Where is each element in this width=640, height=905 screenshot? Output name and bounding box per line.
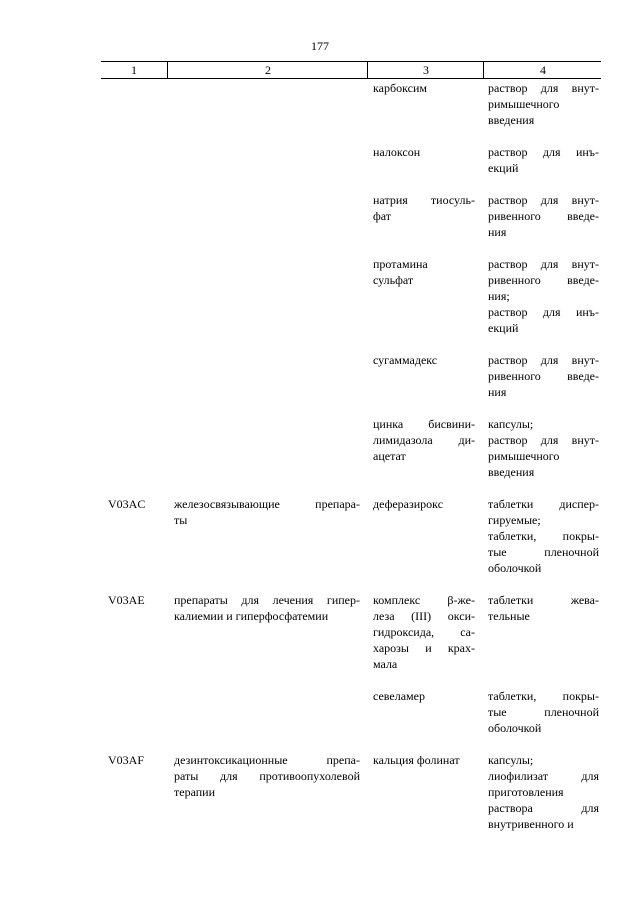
- dosage-form-line: ния;: [488, 289, 510, 303]
- drug-name: [373, 416, 475, 464]
- drug-name-line: лимидазола ди-: [373, 433, 475, 447]
- dosage-form-line: раствор для инъ-: [488, 305, 599, 319]
- dosage-form-line: лиофилизат для: [488, 769, 599, 783]
- drug-name-line: леза (III) окси-: [373, 609, 475, 623]
- dosage-form: [488, 496, 599, 576]
- drug-name-line: сугаммадекс: [373, 353, 438, 367]
- drug-name: [373, 496, 475, 512]
- drug-name: [373, 752, 475, 768]
- drug-name-line: карбоксим: [373, 81, 427, 95]
- drug-name: [373, 352, 475, 368]
- pharmacological-group-line: железосвязывающие препара-: [174, 497, 360, 511]
- dosage-form-line: введения: [488, 113, 535, 127]
- drug-name: [373, 192, 475, 224]
- dosage-form-line: внутривенного и: [488, 817, 574, 831]
- drug-name-line: гидроксида, са-: [373, 625, 475, 639]
- pharmacological-group: [174, 752, 360, 800]
- pharmacological-group-line: калиемии и гиперфосфатемии: [174, 609, 329, 623]
- atc-code: V03AE: [108, 593, 145, 607]
- dosage-form: [488, 80, 599, 128]
- dosage-form-line: таблетки жева-: [488, 593, 599, 607]
- dosage-form-line: ния: [488, 225, 507, 239]
- drug-name: [373, 592, 475, 672]
- drug-name-line: севеламер: [373, 689, 425, 703]
- dosage-form-line: приготовления: [488, 785, 564, 799]
- atc-code: V03AC: [108, 497, 146, 511]
- pharmacological-group: [174, 496, 360, 528]
- dosage-form: [488, 144, 599, 176]
- drug-name-line: мала: [373, 657, 398, 671]
- dosage-form-line: тые пленочной: [488, 705, 599, 719]
- dosage-form-line: раствор для внут-: [488, 257, 599, 271]
- dosage-form-line: раствор для внут-: [488, 193, 599, 207]
- dosage-form-line: таблетки, покры-: [488, 689, 599, 703]
- dosage-form-line: римышечного: [488, 449, 560, 463]
- dosage-form-line: ривенного введе-: [488, 209, 599, 223]
- drug-name-line: кальция фолинат: [373, 753, 460, 767]
- dosage-form-line: тые пленочной: [488, 545, 599, 559]
- dosage-form: [488, 416, 599, 480]
- table-header: [101, 61, 601, 79]
- dosage-form-line: ния: [488, 385, 507, 399]
- dosage-form-line: раствор для инъ-: [488, 145, 599, 159]
- drug-name: [373, 256, 475, 288]
- drug-name-line: ацетат: [373, 449, 406, 463]
- page-number: 177: [311, 39, 329, 53]
- dosage-form-line: раствора для: [488, 801, 599, 815]
- dosage-form-line: таблетки диспер-: [488, 497, 599, 511]
- pharmacological-group-line: раты для противоопухолевой: [174, 769, 360, 783]
- drug-name-line: комплекс β-же-: [373, 593, 475, 607]
- drug-name-line: протамина: [373, 257, 428, 271]
- drug-name-line: натрия тиосуль-: [373, 193, 475, 207]
- dosage-form: [488, 592, 599, 624]
- pharmacological-group: [174, 592, 360, 624]
- dosage-form-line: введения: [488, 465, 535, 479]
- dosage-form: [488, 752, 599, 832]
- dosage-form-line: раствор для внут-: [488, 433, 599, 447]
- dosage-form: [488, 688, 599, 736]
- dosage-form-line: оболочкой: [488, 561, 542, 575]
- dosage-form-line: тельные: [488, 609, 530, 623]
- drug-name: [373, 688, 475, 704]
- drug-name: [373, 80, 475, 96]
- pharmacological-group-line: препараты для лечения гипер-: [174, 593, 360, 607]
- drug-name-line: деферазирокс: [373, 497, 444, 511]
- dosage-form-line: гируемые;: [488, 513, 541, 527]
- column-header-4: 4: [483, 62, 602, 78]
- pharmacological-group-line: дезинтоксикационные препа-: [174, 753, 360, 767]
- drug-name-line: цинка бисвини-: [373, 417, 475, 431]
- pharmacological-group-line: терапии: [174, 785, 216, 799]
- dosage-form-line: екций: [488, 161, 519, 175]
- dosage-form: [488, 256, 599, 336]
- dosage-form-line: ривенного введе-: [488, 369, 599, 383]
- atc-code: V03AF: [108, 753, 145, 767]
- pharmacological-group-line: ты: [174, 513, 188, 527]
- dosage-form: [488, 192, 599, 240]
- dosage-form-line: раствор для внут-: [488, 81, 599, 95]
- dosage-form-line: таблетки, покры-: [488, 529, 599, 543]
- drug-name-line: фат: [373, 209, 392, 223]
- dosage-form-line: ривенного введе-: [488, 273, 599, 287]
- drug-name-line: сульфат: [373, 273, 414, 287]
- dosage-form-line: екций: [488, 321, 519, 335]
- dosage-form-line: капсулы;: [488, 753, 534, 767]
- dosage-form-line: римышечного: [488, 97, 560, 111]
- column-header-3: 3: [367, 62, 484, 78]
- dosage-form-line: капсулы;: [488, 417, 534, 431]
- drug-name-line: харозы и крах-: [373, 641, 475, 655]
- dosage-form-line: оболочкой: [488, 721, 542, 735]
- column-header-1: 1: [131, 63, 137, 77]
- dosage-form-line: раствор для внут-: [488, 353, 599, 367]
- drug-name: [373, 144, 475, 160]
- dosage-form: [488, 352, 599, 400]
- column-header-2: 2: [167, 62, 368, 78]
- drug-name-line: налоксон: [373, 145, 421, 159]
